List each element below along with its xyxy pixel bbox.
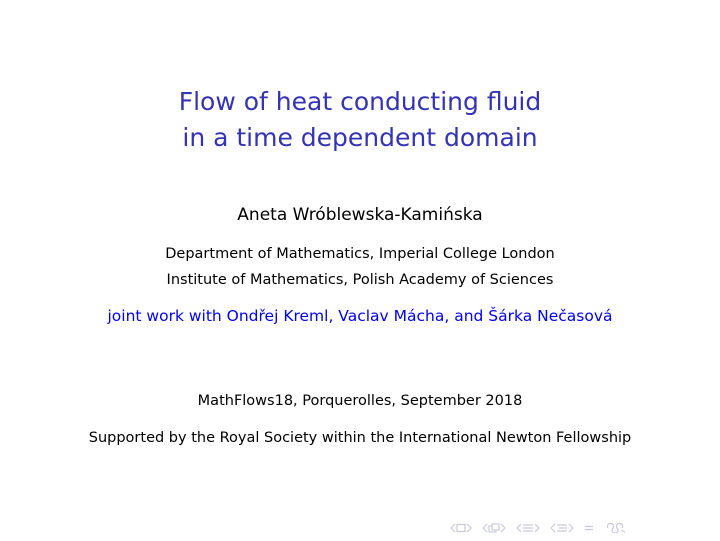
joint-work-line: joint work with Ondřej Kreml, Vaclav Mácha, and Šárka Nečasová <box>107 307 613 325</box>
next-frame-icon[interactable] <box>500 523 506 533</box>
section-nav-group <box>550 523 574 533</box>
title-line-2: in a time dependent domain <box>182 123 538 152</box>
subsection-icon[interactable] <box>522 523 534 533</box>
subsection-nav-group <box>516 523 540 533</box>
title-line-1: Flow of heat conducting fluid <box>178 87 542 116</box>
next-slide-icon[interactable] <box>466 523 472 533</box>
search-nav-group <box>604 523 626 533</box>
next-section-icon[interactable] <box>568 523 574 533</box>
navigation-bar <box>450 521 626 535</box>
author-name: Aneta Wróblewska-Kamińska <box>237 205 483 225</box>
frame-nav-group <box>482 523 506 533</box>
align-nav-group <box>584 523 594 533</box>
frame-icon[interactable] <box>488 523 500 533</box>
next-subsection-icon[interactable] <box>534 523 540 533</box>
event-line: MathFlows18, Porquerolles, September 2018 <box>197 393 523 409</box>
support-line: Supported by the Royal Society within the International Newton Fellowship <box>88 430 632 446</box>
slide-icon[interactable] <box>456 523 466 533</box>
align-icon[interactable] <box>584 523 594 533</box>
search-icon[interactable] <box>604 523 626 533</box>
slide-nav-group <box>450 523 472 533</box>
section-icon[interactable] <box>556 523 568 533</box>
affiliation-imperial: Department of Mathematics, Imperial College London <box>165 246 555 262</box>
affiliation-polish-academy: Institute of Mathematics, Polish Academy of Sciences <box>166 272 554 288</box>
